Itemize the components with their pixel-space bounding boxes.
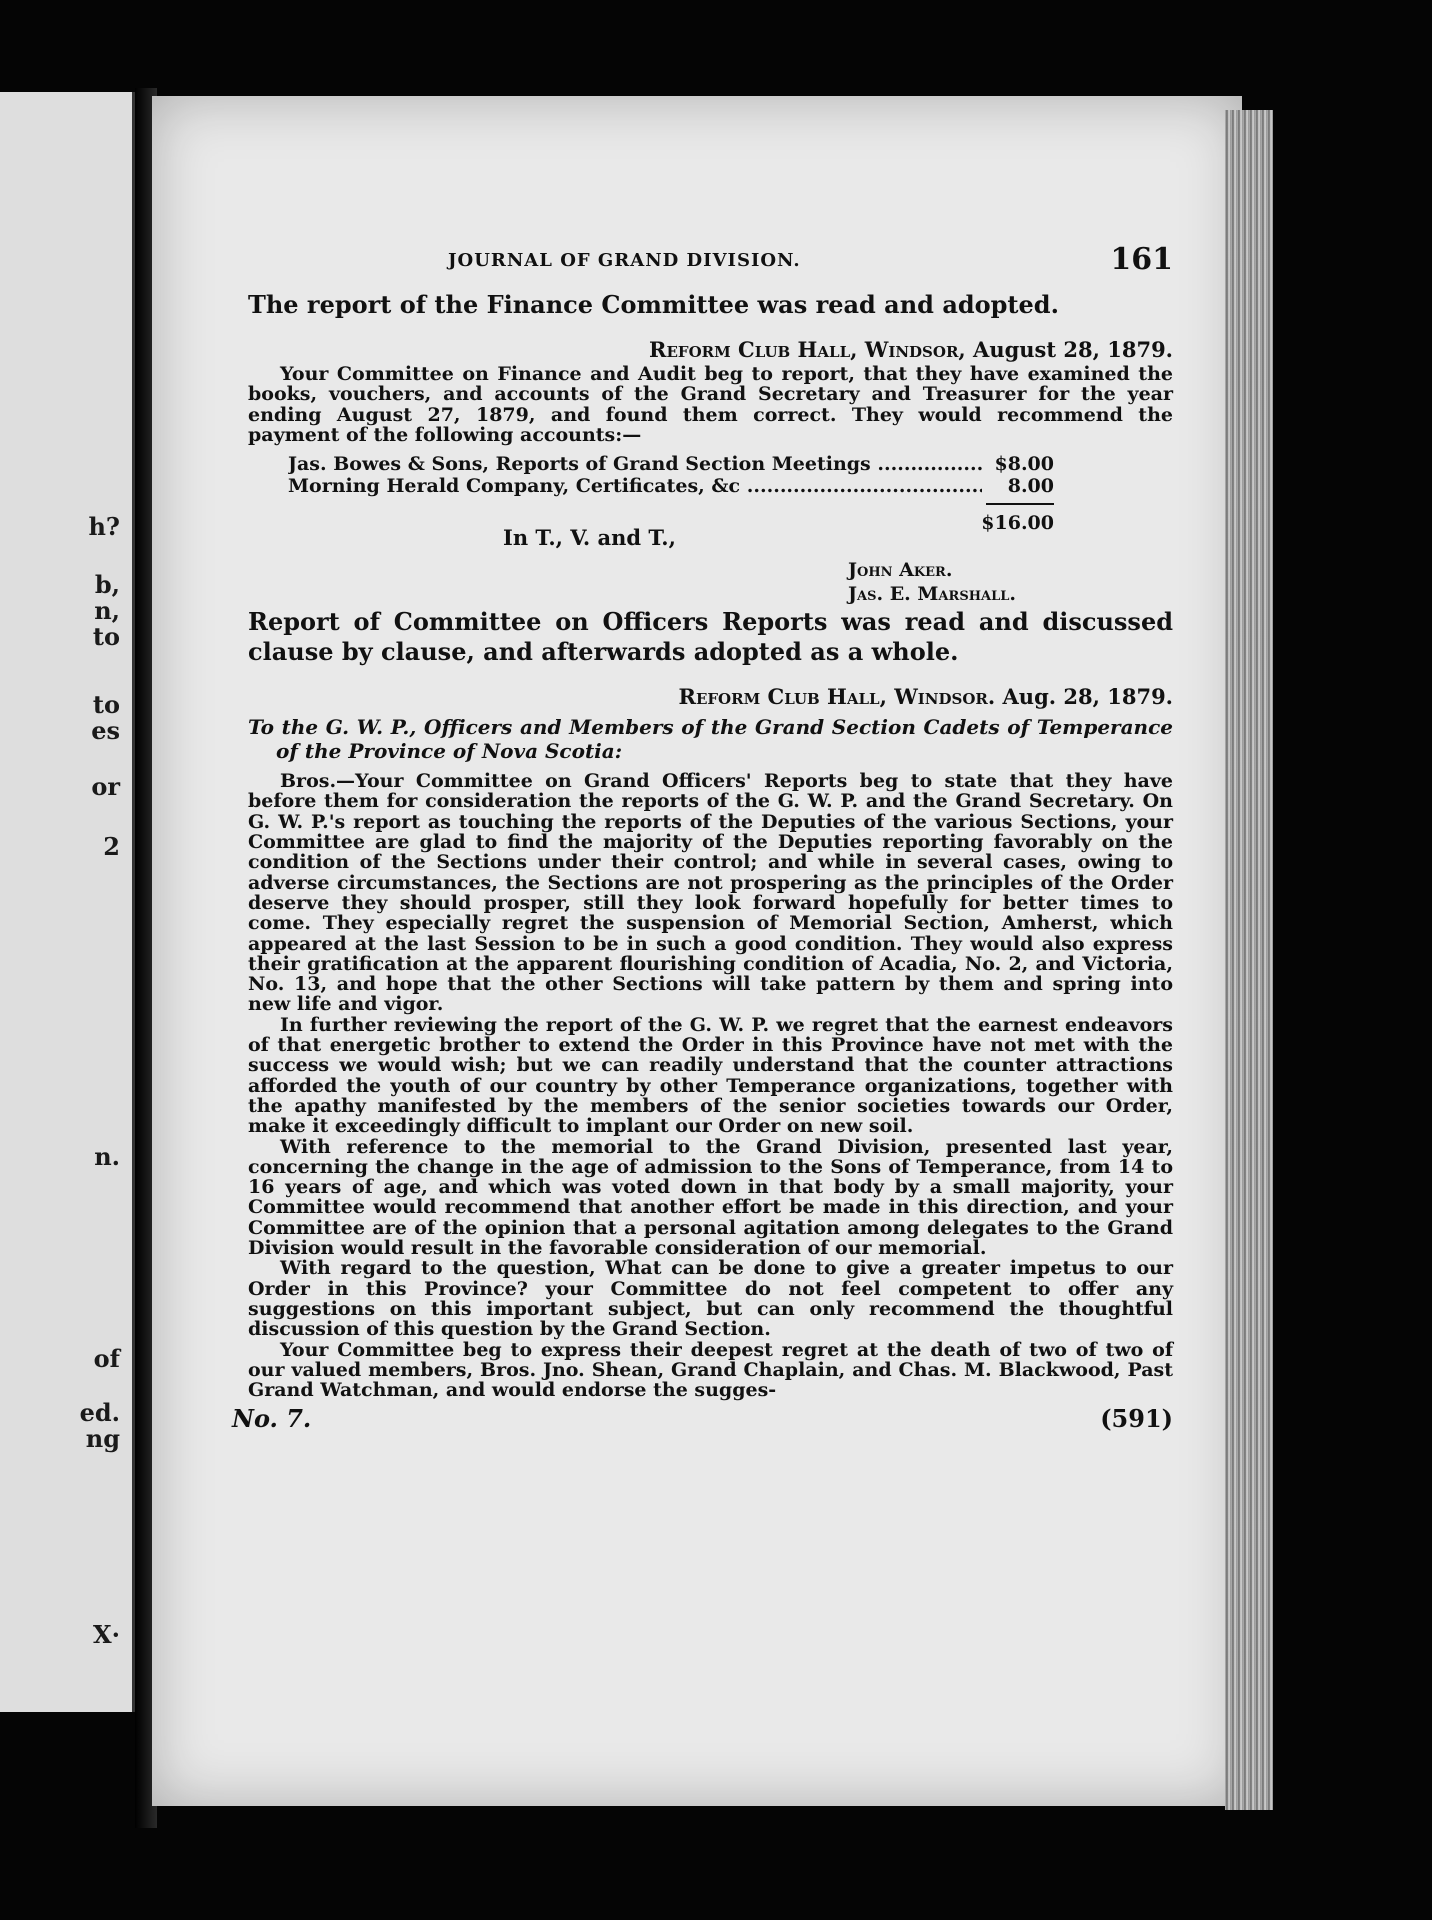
dateline-place: Reform Club Hall, Windsor,: [649, 337, 966, 362]
page-content: [232, 242, 1173, 1434]
left-page-edge: [0, 92, 135, 1712]
left-page-fragment: ng: [85, 1424, 120, 1453]
left-page-fragment: n,: [94, 596, 120, 625]
left-page-fragment: to: [92, 690, 120, 719]
page-block-edge: [1225, 110, 1273, 1810]
report-paragraph: With regard to the question, What can be done to give a greater impetus to our Order in this Province? your Committee do not feel competent to offer any suggestions on this important subject, but can only recommend the thoughtful discussion of this question by the Grand Section.: [248, 1257, 1173, 1341]
left-page-fragment: ed.: [79, 1398, 120, 1427]
dateline-place: Reform Club Hall, Windsor.: [678, 684, 996, 710]
officers-dateline: [248, 683, 1173, 711]
left-page-fragment: es: [91, 716, 120, 745]
report-paragraph: With reference to the memorial to the Grand Division, presented last year, concerning the change in the age of admission to the Sons of Temperance, from 14 to 16 years of age, and which was voted down in that body by a small majority, your Committee would recommend that another effort be made in this direction, and your Committee are of the opinion that a personal agitation among delegates to the Grand Division would result in the favorable consideration of our memorial.: [248, 1135, 1173, 1260]
right-page: [152, 96, 1242, 1806]
left-page-fragment: 2: [103, 832, 120, 861]
signature: John Aker.: [848, 559, 953, 582]
finance-closing: [248, 525, 1173, 606]
finance-report-lead: The report of the Finance Committee was read and adopted.: [248, 290, 1059, 319]
report-paragraph: In further reviewing the report of the G. W. P. we regret that the earnest endeavors of that energetic brother to extend the Order in this Province have not met with the success we would wish; but we can readily understand that the counter attractions afforded the youth of our country by other Temperance organizations, together with the apathy manifested by the members of the senior societies towards our Order, make it exceedingly difficult to implant our Order on new soil.: [248, 1013, 1173, 1138]
account-amount: 8.00: [982, 475, 1054, 497]
page-number: 161: [1110, 242, 1173, 277]
left-page-fragment: or: [91, 772, 120, 801]
accounts-total: $16.00: [981, 512, 1054, 535]
account-row: [288, 453, 1054, 475]
closing-formula: In T., V. and T.,: [503, 525, 676, 551]
signature: Jas. E. Marshall.: [848, 583, 1016, 606]
running-title: JOURNAL OF GRAND DIVISION.: [448, 250, 801, 271]
left-page-fragment: of: [93, 1344, 120, 1373]
signature-mark: No. 7.: [232, 1404, 312, 1434]
left-page-fragment: X·: [93, 1620, 120, 1649]
left-page-fragment: h?: [88, 512, 120, 541]
running-head: [248, 242, 1173, 286]
total-rule: [986, 503, 1054, 505]
folio-number: (591): [1100, 1404, 1173, 1434]
account-amount: $8.00: [982, 453, 1054, 475]
report-salutation: To the G. W. P., Officers and Members of the Grand Section Cadets of Temperance of the Province of Nova Scotia:: [248, 715, 1173, 764]
account-label: Jas. Bowes & Sons, Reports of Grand Section Meetings .....: [288, 453, 982, 475]
page-footer: [232, 1404, 1173, 1434]
left-page-fragment: b,: [94, 570, 120, 599]
left-page-fragment: n.: [94, 1142, 120, 1171]
left-page-fragment: to: [92, 622, 120, 651]
dateline-date: August 28, 1879.: [973, 337, 1173, 362]
report-paragraph: Your Committee beg to express their deepest regret at the death of two of two of our valued members, Bros. Jno. Shean, Grand Chaplain, and Chas. M. Blackwood, Past Grand Watchman, and would endorse the sugges-: [248, 1338, 1173, 1402]
officers-report-lead: Report of Committee on Officers Reports was read and discussed clause by clause, and afterwards adopted as a whole.: [248, 607, 1173, 667]
finance-dateline: [248, 336, 1173, 364]
dateline-date: Aug. 28, 1879.: [1002, 684, 1173, 710]
report-paragraph: Bros.—Your Committee on Grand Officers' Reports beg to state that they have before them for consideration the reports of the G. W. P. and the Grand Secretary. On G. W. P.'s report as touching the reports of the Deputies of the various Sections, your Committee are glad to find the majority of the Deputies reporting favorably on the condition of the Sections under their control; and while in several cases, owing to adverse circumstances, the Sections are not prospering as the principles of the Order deserve they should prosper, still they look forward hopefully for better times to come. They especially regret the suspension of Memorial Section, Amherst, which appeared at the last Session to be in such a good condition. They would also express their gratification at the apparent flourishing condition of Acadia, No. 2, and Victoria, No. 13, and hope that the other Sections will take pattern by them and spring into new life and vigor.: [248, 770, 1173, 1016]
accounts-list: [288, 453, 1054, 535]
finance-report-body: Your Committee on Finance and Audit beg to report, that they have examined the books, vouchers, and accounts of the Grand Secretary and Treasurer for the year ending August 27, 1879, and found them correct. They would recommend the payment of the following accounts:—: [248, 363, 1173, 446]
account-label: Morning Herald Company, Certificates, &c .....: [288, 475, 982, 497]
account-row: [288, 475, 1054, 497]
